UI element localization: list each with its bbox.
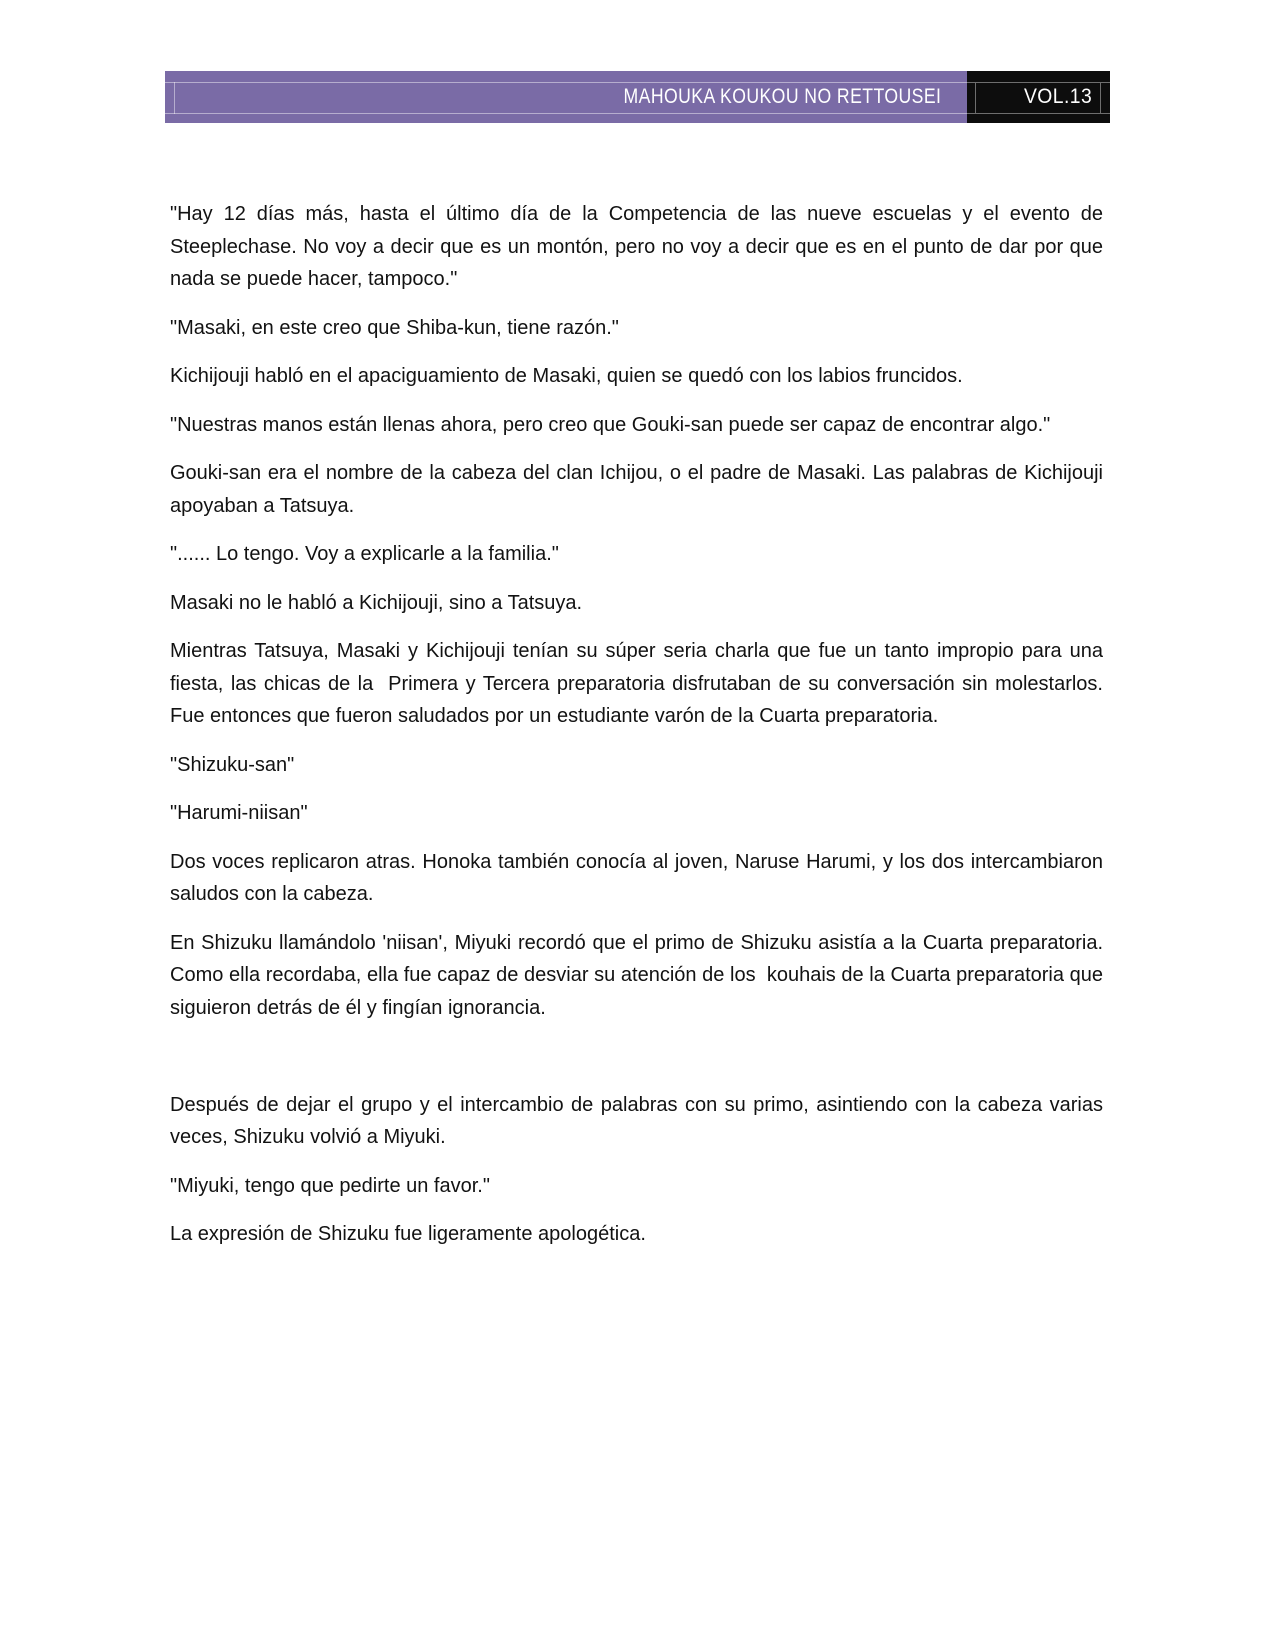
volume-badge: [967, 71, 1110, 123]
volume-rule-left: [975, 82, 976, 114]
volume-rule-top: [967, 82, 1110, 83]
paragraph-12: En Shizuku llamándolo 'niisan', Miyuki recordó que el primo de Shizuku asistía a la Cuarta preparatoria. Como ella recordaba, ella fue capaz de desviar su atención de los kouhais de la Cuarta preparatoria que siguieron detrás de él y fingían ignorancia.: [170, 931, 1109, 1019]
header-rule-left: [174, 82, 175, 114]
paragraph-11: Dos voces replicaron atras. Honoka también conocía al joven, Naruse Harumi, y los dos intercambiaron saludos con la cabeza.: [170, 850, 1109, 905]
paragraph-1: "Hay 12 días más, hasta el último día de la Competencia de las nueve escuelas y el evento de Steeplechase. No voy a decir que es un montón, pero no voy a decir que es en el punto de dar por que nada se puede hacer, tampoco.": [170, 203, 1109, 290]
header-title: MAHOUKA KOUKOU NO RETTOUSEI: [623, 85, 941, 108]
paragraph-5: Gouki-san era el nombre de la cabeza del clan Ichijou, o el padre de Masaki. Las palabras de Kichijouji apoyaban a Tatsuya.: [170, 462, 1109, 517]
paragraph-13: [170, 1040, 1103, 1073]
paragraph-3: Kichijouji habló en el apaciguamiento de Masaki, quien se quedó con los labios fruncidos.: [170, 365, 963, 387]
volume-label: VOL.13: [1023, 85, 1092, 108]
paragraph-15: "Miyuki, tengo que pedirte un favor.": [170, 1174, 490, 1197]
page-header-bar: [165, 71, 1110, 123]
paragraph-8: Mientras Tatsuya, Masaki y Kichijouji tenían su súper seria charla que fue un tanto impropio para una fiesta, las chicas de la Primera y Tercera preparatoria disfrutaban de su conversación sin molestarlos. Fue entonces que fueron saludados por un estudiante varón de la Cuarta preparatoria.: [170, 640, 1109, 727]
header-title-cell: [165, 71, 967, 123]
page-body: [170, 123, 1109, 1267]
paragraph-4: "Nuestras manos están llenas ahora, pero creo que Gouki-san puede ser capaz de encontrar algo.": [170, 413, 1051, 436]
paragraph-9: "Shizuku-san": [170, 753, 295, 776]
paragraph-7: Masaki no le habló a Kichijouji, sino a Tatsuya.: [170, 591, 583, 614]
paragraph-2: "Masaki, en este creo que Shiba-kun, tiene razón.": [170, 316, 619, 339]
paragraph-16: La expresión de Shizuku fue ligeramente apologética.: [170, 1223, 646, 1245]
paragraph-14: Después de dejar el grupo y el intercambio de palabras con su primo, asintiendo con la cabeza varias veces, Shizuku volvió a Miyuki.: [170, 1093, 1109, 1148]
header-rule-bottom: [165, 113, 967, 114]
paragraph-10: "Harumi-niisan": [170, 802, 308, 824]
paragraph-6: "...... Lo tengo. Voy a explicarle a la familia.": [170, 543, 559, 565]
header-rule-top: [165, 82, 967, 83]
volume-rule-bottom: [967, 113, 1110, 114]
volume-rule-right: [1100, 82, 1101, 114]
